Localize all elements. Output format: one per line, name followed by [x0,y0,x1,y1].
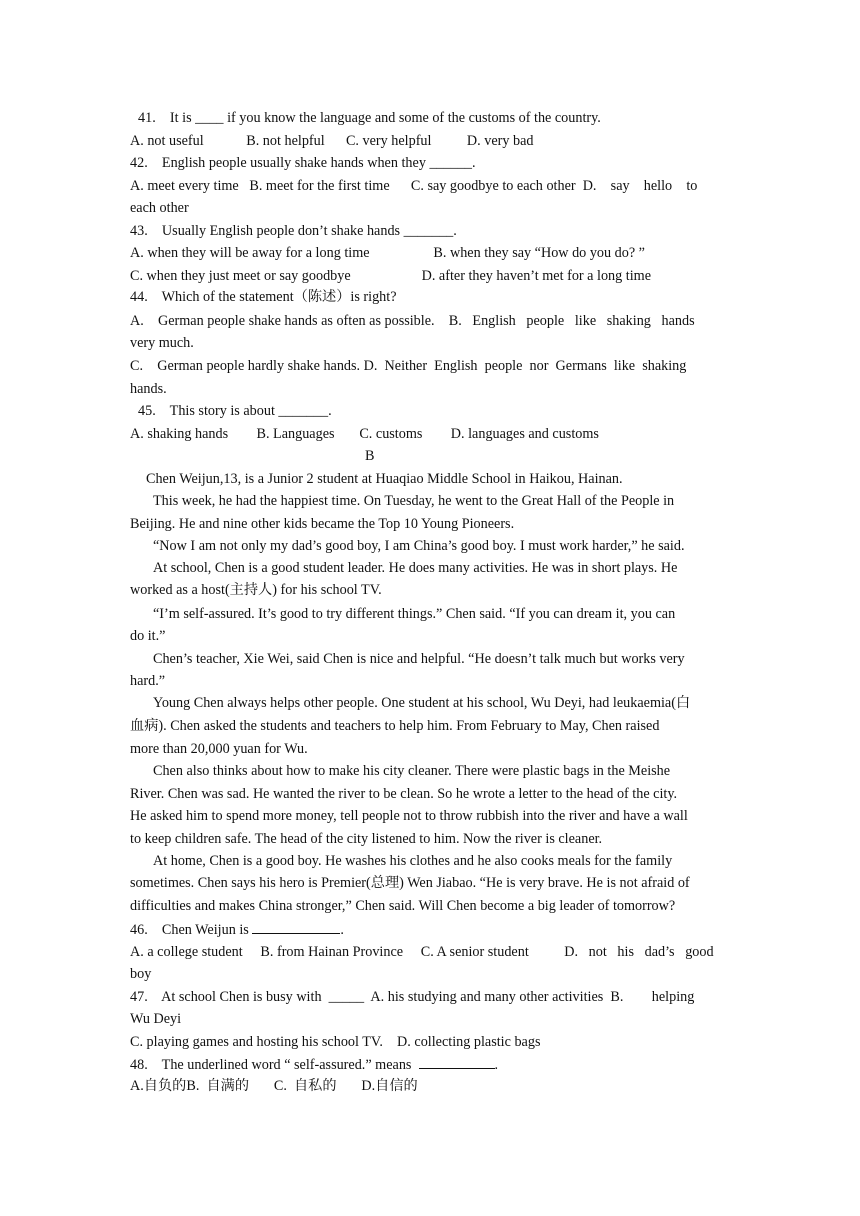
passage-paragraph-5-line1: “I’m self-assured. It’s good to try different things.” Chen said. “If you can dream it, you can [153,606,676,622]
q41-stem: 41. It is ____ if you know the language and some of the customs of the country. [138,110,601,126]
q46-answer-blank[interactable] [252,919,340,934]
q44-options-cd-line1: C. German people hardly shake hands. D. Neither English people nor Germans like shaking [130,358,687,374]
q43-options-line2: C. when they just meet or say goodbye D. after they haven’t met for a long time [130,268,652,284]
passage-paragraph-8-line4: to keep children safe. The head of the city listened to him. Now the river is cleaner. [130,831,603,847]
q48-options: A.自负的B. 自满的 C. 自私的 D.自信的 [130,1078,418,1094]
passage-paragraph-9-line1: At home, Chen is a good boy. He washes his clothes and he also cooks meals for the family [153,853,673,869]
q47-stem-line1: 47. At school Chen is busy with _____ A. his studying and many other activities B. helping [130,989,695,1005]
passage-paragraph-6-line1: Chen’s teacher, Xie Wei, said Chen is nice and helpful. “He doesn’t talk much but works very [153,651,685,667]
q44-options-cd-line2: hands. [130,381,167,397]
q48-stem-suffix: . [494,1057,499,1073]
q48-stem-prefix: 48. The underlined word “ self-assured.” means [130,1057,419,1073]
passage-paragraph-7-line3: more than 20,000 yuan for Wu. [130,741,308,757]
q47-stem-line2: Wu Deyi [130,1011,182,1027]
q42-options-line1: A. meet every time B. meet for the first time C. say goodbye to each other D. say hello to [130,178,698,194]
q45-options: A. shaking hands B. Languages C. customs D. languages and customs [130,426,599,442]
q44-options-ab-line2: very much. [130,335,194,351]
passage-paragraph-9-line2: sometimes. Chen says his hero is Premier(总理) Wen Jiabao. “He is very brave. He is not afraid of [130,875,690,891]
q44-options-ab-line1: A. German people shake hands as often as possible. B. English people like shaking hands [130,313,695,329]
q48-answer-blank[interactable] [419,1054,495,1069]
passage-paragraph-4-line2: worked as a host(主持人) for his school TV. [130,582,382,598]
passage-paragraph-8-line2: River. Chen was sad. He wanted the river to be clean. So he wrote a letter to the head of the city. [130,786,678,802]
q48-stem [130,1054,498,1075]
q44-stem: 44. Which of the statement（陈述）is right? [130,289,397,305]
q43-stem: 43. Usually English people don’t shake hands _______. [130,223,457,239]
passage-paragraph-6-line2: hard.” [130,673,166,689]
q42-stem: 42. English people usually shake hands when they ______. [130,155,476,171]
q42-options-line2: each other [130,200,189,216]
passage-paragraph-2-line1: This week, he had the happiest time. On Tuesday, he went to the Great Hall of the People in [153,493,675,509]
passage-paragraph-7-line1: Young Chen always helps other people. One student at his school, Wu Deyi, had leukaemia(白 [153,695,691,711]
passage-paragraph-3: “Now I am not only my dad’s good boy, I am China’s good boy. I must work harder,” he said. [153,538,685,554]
section-b-heading: B [365,448,375,464]
passage-paragraph-8-line3: He asked him to spend more money, tell people not to throw rubbish into the river and have a wall [130,808,688,824]
q46-options-line1: A. a college student B. from Hainan Province C. A senior student D. not his dad’s good [130,944,714,960]
q41-options: A. not useful B. not helpful C. very helpful D. very bad [130,133,534,149]
q47-options-line3: C. playing games and hosting his school TV. D. collecting plastic bags [130,1034,541,1050]
passage-paragraph-7-line2: 血病). Chen asked the students and teachers to help him. From February to May, Chen raised [130,718,660,734]
passage-paragraph-1: Chen Weijun,13, is a Junior 2 student at Huaqiao Middle School in Haikou, Hainan. [146,471,623,487]
q46-stem [130,919,344,940]
q43-options-line1: A. when they will be away for a long time B. when they say “How do you do? ” [130,245,645,261]
q45-stem: 45. This story is about _______. [138,403,332,419]
q46-stem-prefix: 46. Chen Weijun is [130,922,253,938]
passage-paragraph-9-line3: difficulties and makes China stronger,” Chen said. Will Chen become a big leader of tomorrow? [130,898,676,914]
q46-options-line2: boy [130,966,152,982]
passage-paragraph-8-line1: Chen also thinks about how to make his city cleaner. There were plastic bags in the Meishe [153,763,671,779]
passage-paragraph-5-line2: do it.” [130,628,166,644]
q46-stem-suffix: . [340,922,344,938]
passage-paragraph-2-line2: Beijing. He and nine other kids became the Top 10 Young Pioneers. [130,516,515,532]
passage-paragraph-4-line1: At school, Chen is a good student leader. He does many activities. He was in short plays. He [153,560,678,576]
